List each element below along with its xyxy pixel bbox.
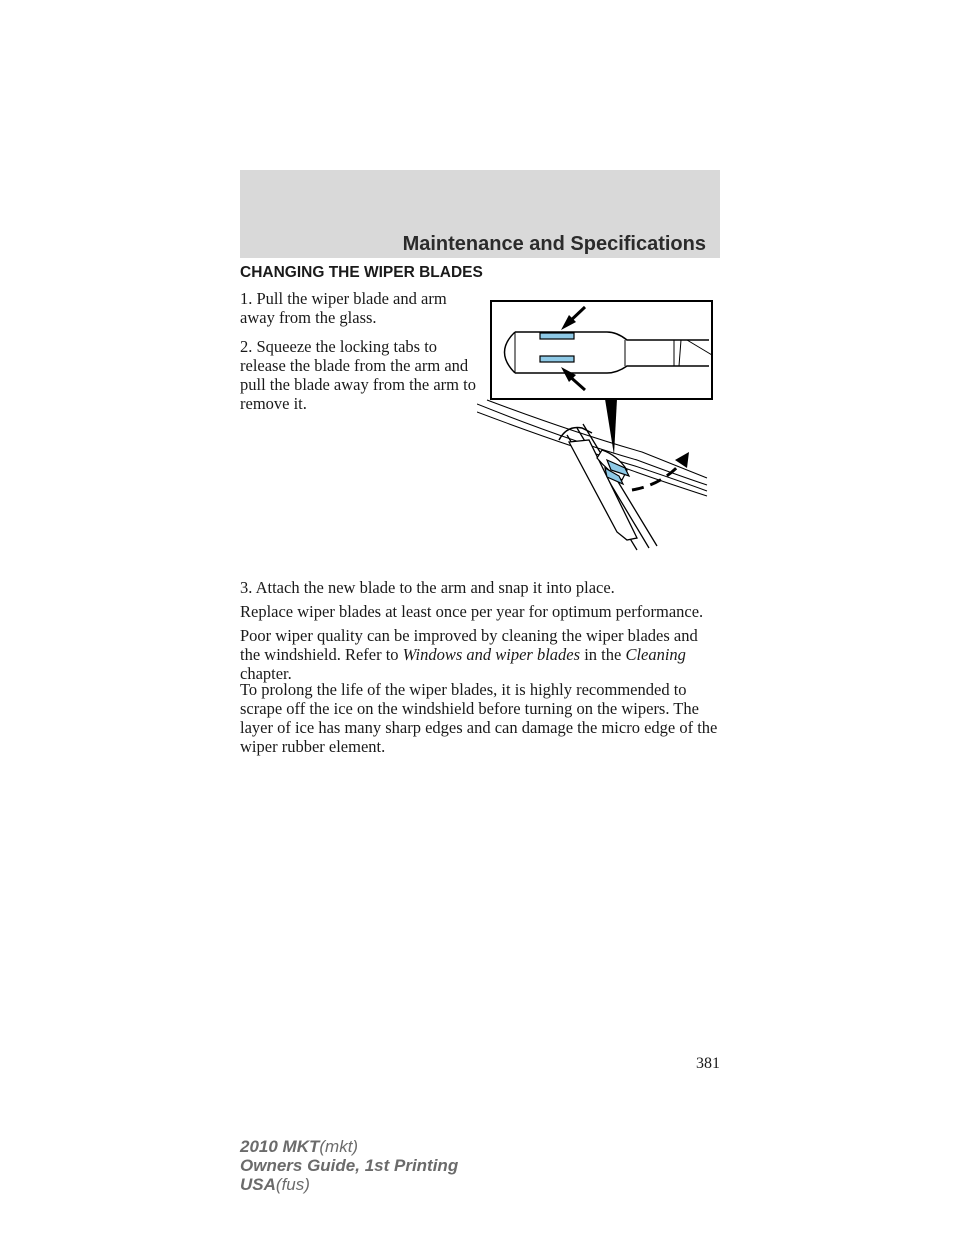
footer-market-code: (fus) (275, 1175, 310, 1194)
lower-locking-tab (540, 356, 574, 362)
windows-wiper-blades-reference: Windows and wiper blades (402, 645, 581, 664)
upper-locking-tab (540, 333, 574, 339)
header-band (240, 170, 720, 258)
poor-quality-paragraph (240, 626, 720, 683)
page-number: 381 (696, 1055, 720, 1072)
poor-quality-text-end: chapter. (240, 664, 292, 683)
replace-paragraph: Replace wiper blades at least once per year for optimum performance. (240, 602, 704, 621)
footer-line-3 (240, 1175, 458, 1194)
footer-line-1 (240, 1137, 458, 1156)
step-2: 2. Squeeze the locking tabs to release the blade from the arm and pull the blade away from the arm to remove it. (240, 337, 476, 413)
callout-pointer (605, 399, 617, 455)
cleaning-chapter-reference: Cleaning (625, 645, 686, 664)
step-3: 3. Attach the new blade to the arm and snap it into place. (240, 578, 615, 597)
footer-model-code: (mkt) (319, 1137, 359, 1156)
section-heading: CHANGING THE WIPER BLADES (240, 264, 483, 281)
poor-quality-text-start: Poor wiper quality can be improved by cleaning the wiper blades and the windshield. Refer to (240, 626, 698, 664)
inset-frame (491, 301, 712, 399)
step-1: 1. Pull the wiper blade and arm away from the glass. (240, 289, 447, 327)
footer-market: USA (240, 1175, 276, 1194)
prolong-paragraph: To prolong the life of the wiper blades, it is highly recommended to scrape off the ice on the windshield before turning on the wipers. The layer of ice has many sharp edges and can damage the micro edge of the wiper rubber element. (240, 680, 718, 756)
footer (240, 1137, 458, 1194)
poor-quality-text-mid: in the (580, 645, 626, 664)
wiper-blade-diagram (477, 300, 713, 562)
footer-model: 2010 MKT (240, 1137, 320, 1156)
footer-line-2: Owners Guide, 1st Printing (240, 1156, 459, 1175)
page-header-title: Maintenance and Specifications (402, 233, 706, 255)
